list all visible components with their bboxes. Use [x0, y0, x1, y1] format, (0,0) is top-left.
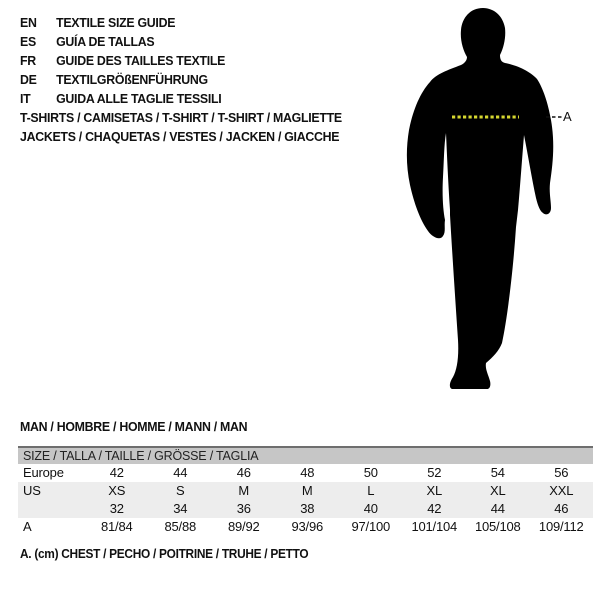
table-row: [18, 464, 593, 482]
table-cell: 34: [173, 501, 188, 516]
table-row: [18, 482, 593, 500]
row-label: Europe: [23, 465, 64, 480]
language-code: EN: [20, 15, 37, 30]
table-cell: 50: [363, 465, 378, 480]
table-cell: M: [238, 483, 250, 498]
language-list: [20, 13, 225, 108]
man-figure: [403, 5, 583, 390]
language-code: IT: [20, 91, 31, 106]
table-cell: 97/100: [351, 519, 391, 534]
size-table-header: SIZE / TALLA / TAILLE / GRÖSSE / TAGLIA: [18, 446, 593, 464]
row-label: US: [23, 483, 41, 498]
table-cell: 42: [109, 465, 124, 480]
language-label: GUIDA ALLE TAGLIE TESSILI: [56, 91, 222, 106]
category-line: JACKETS / CHAQUETAS / VESTES / JACKEN / GIACCHE: [20, 129, 340, 144]
language-row: [20, 70, 225, 89]
language-row: [20, 89, 225, 108]
man-silhouette: [407, 8, 553, 389]
size-table-body: [18, 464, 593, 536]
language-label: TEXTILGRÖßENFÜHRUNG: [56, 72, 208, 87]
table-cell: 32: [109, 501, 124, 516]
table-cell: 46: [236, 465, 251, 480]
language-row: [20, 32, 225, 51]
language-label: GUIDE DES TAILLES TEXTILE: [56, 53, 226, 68]
table-cell: 44: [490, 501, 505, 516]
category-line: T-SHIRTS / CAMISETAS / T-SHIRT / T-SHIRT / MAGLIETTE: [20, 110, 342, 125]
measurement-label-a: A: [563, 109, 572, 124]
table-cell: 46: [554, 501, 569, 516]
category-list: [20, 108, 342, 146]
table-cell: M: [301, 483, 313, 498]
section-title: MAN / HOMBRE / HOMME / MANN / MAN: [20, 419, 248, 434]
table-cell: 42: [427, 501, 442, 516]
language-code: DE: [20, 72, 37, 87]
table-cell: 85/88: [164, 519, 197, 534]
measurement-footnote: A. (cm) CHEST / PECHO / POITRINE / TRUHE / PETTO: [20, 547, 309, 561]
table-cell: 93/96: [291, 519, 324, 534]
table-cell: 89/92: [227, 519, 260, 534]
table-cell: 56: [554, 465, 569, 480]
table-cell: 52: [427, 465, 442, 480]
table-cell: 40: [363, 501, 378, 516]
language-label: GUÍA DE TALLAS: [56, 34, 155, 49]
table-cell: 101/104: [411, 519, 458, 534]
table-cell: L: [367, 483, 375, 498]
table-cell: 109/112: [538, 519, 584, 534]
table-cell: XS: [108, 483, 126, 498]
language-row: [20, 13, 225, 32]
table-cell: 44: [173, 465, 188, 480]
language-code: FR: [20, 53, 36, 68]
table-cell: 105/108: [474, 519, 521, 534]
language-row: [20, 51, 225, 70]
table-row: [18, 500, 593, 518]
table-cell: XL: [426, 483, 442, 498]
language-label: TEXTILE SIZE GUIDE: [56, 15, 176, 30]
language-code: ES: [20, 34, 36, 49]
table-cell: 38: [300, 501, 315, 516]
table-cell: 36: [236, 501, 251, 516]
table-cell: XL: [489, 483, 506, 498]
table-cell: S: [176, 483, 185, 498]
size-table: [18, 446, 593, 536]
row-label: A: [23, 519, 32, 534]
row-label: [18, 500, 85, 518]
table-cell: XXL: [549, 483, 574, 498]
table-row: [18, 518, 593, 536]
table-cell: 54: [490, 465, 505, 480]
table-cell: 48: [300, 465, 315, 480]
table-cell: 81/84: [100, 519, 133, 534]
